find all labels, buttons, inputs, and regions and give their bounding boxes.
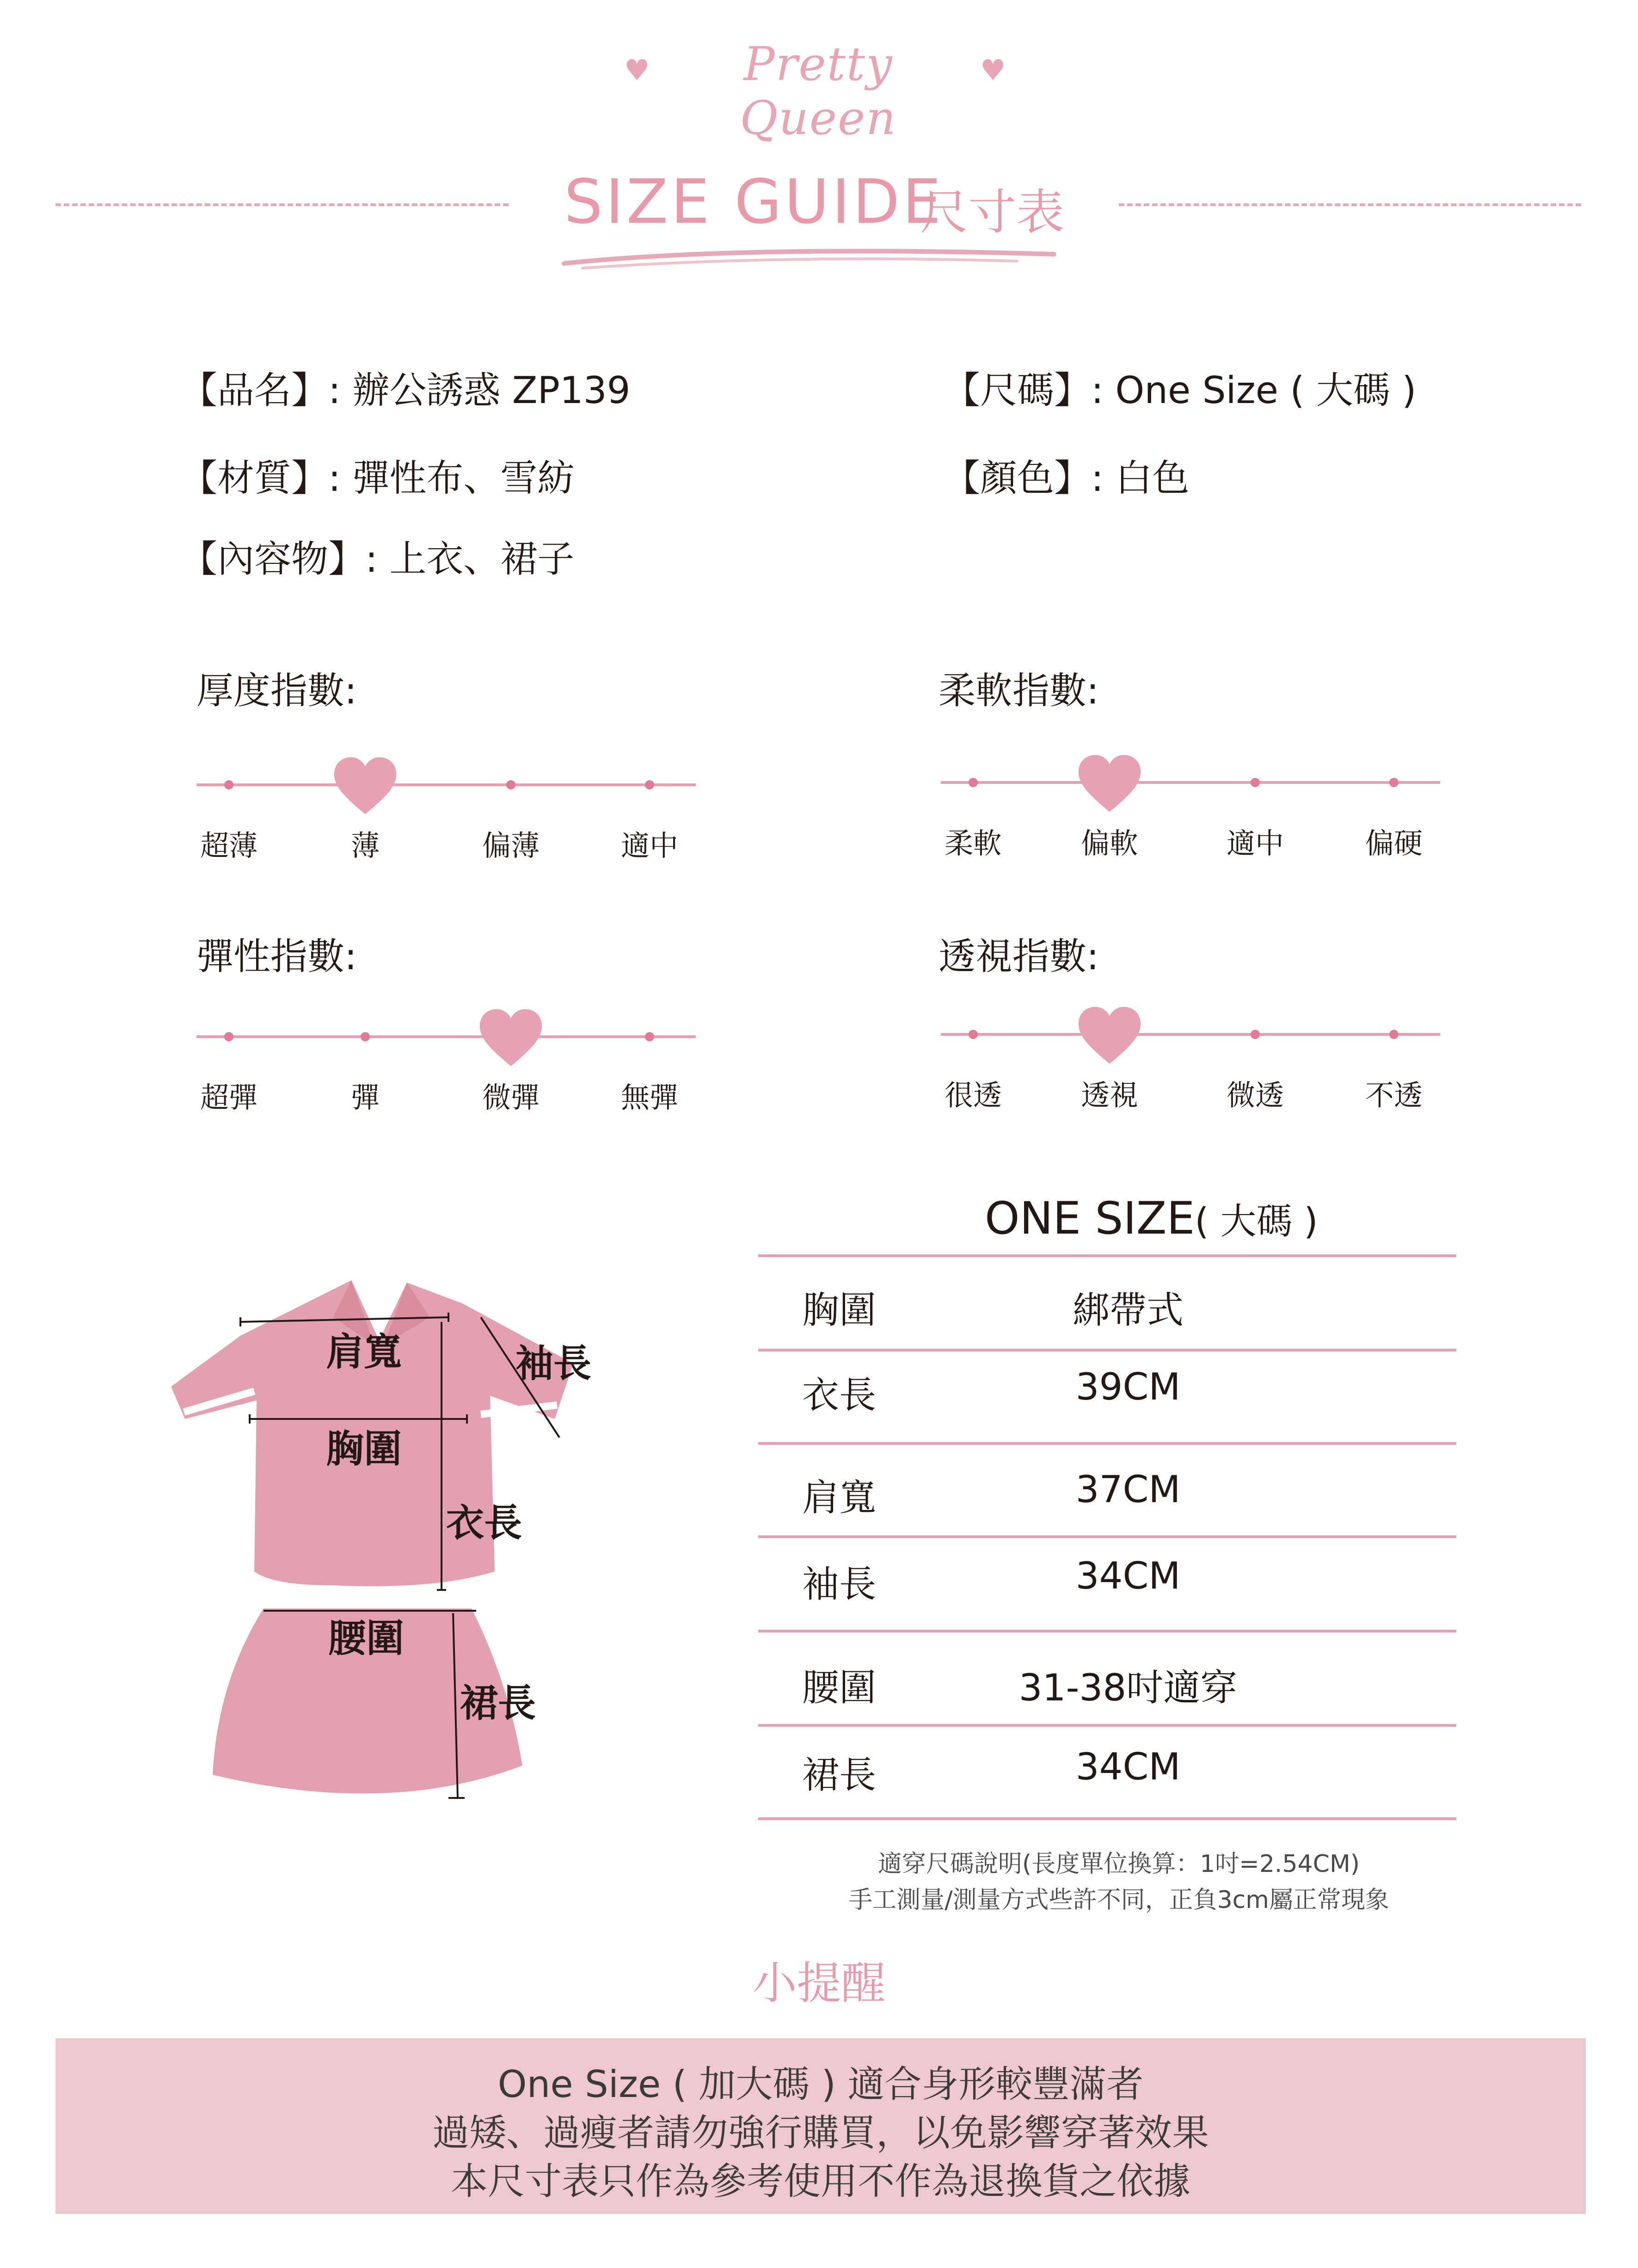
softness-index-title: 柔軟指數:: [939, 669, 1099, 712]
scale-option-label: 微彈: [482, 1081, 540, 1114]
scale-dot: [969, 778, 978, 787]
scale-option-label: 適中: [1226, 826, 1284, 860]
scale-dot: [224, 1032, 233, 1041]
scale-dot: [969, 1030, 978, 1039]
table-row: [758, 1538, 1456, 1631]
info-product-name: 【品名】: 辦公誘惑 ZP139: [180, 369, 631, 412]
scale-option-label: 超彈: [200, 1081, 258, 1114]
row-value: 31-38吋適穿: [1018, 1666, 1238, 1709]
heart-marker-icon: [333, 756, 398, 816]
scale-dot: [506, 780, 515, 789]
table-row: [758, 1632, 1456, 1725]
transparency-index-title: 透視指數:: [939, 935, 1099, 978]
info-contents: 【內容物】: 上衣、裙子: [180, 538, 575, 581]
diagram-label-skirt: 裙長: [460, 1681, 536, 1725]
scale-option-label: 薄: [350, 829, 380, 862]
table-divider: [758, 1817, 1456, 1820]
scale-option-label: 不透: [1365, 1078, 1423, 1112]
row-value: 37CM: [1075, 1468, 1181, 1511]
diagram-label-chest: 胸圍: [326, 1427, 402, 1471]
row-value: 39CM: [1075, 1365, 1181, 1408]
scale-option-label: 柔軟: [944, 826, 1002, 860]
reminder-line: 本尺寸表只作為參考使用不作為退換貨之依據: [451, 2160, 1190, 2203]
scale-option-label: 適中: [620, 829, 678, 862]
heart-marker-icon: [1077, 1005, 1142, 1065]
row-label: 袖長: [802, 1563, 876, 1606]
scale-dot: [645, 780, 654, 789]
scale-option-label: 微透: [1226, 1078, 1284, 1112]
scale-dot: [1389, 778, 1399, 787]
reminder-line: 過矮、過瘦者請勿強行購買，以免影響穿著效果: [432, 2111, 1209, 2154]
scale-dot: [1389, 1030, 1399, 1039]
info-material: 【材質】: 彈性布、雪紡: [180, 457, 575, 500]
heart-marker-icon: [1077, 753, 1142, 813]
diagram-label-length: 衣長: [446, 1501, 522, 1545]
row-label: 胸圍: [802, 1289, 876, 1332]
row-value: 34CM: [1075, 1745, 1181, 1788]
scale-line: [941, 781, 1440, 784]
row-value: 綁帶式: [1073, 1289, 1184, 1332]
size-note-line2: 手工測量/測量方式些許不同，正負3cm屬正常現象: [848, 1886, 1389, 1914]
diagram-label-shoulder: 肩寬: [326, 1330, 402, 1374]
scale-line: [941, 1033, 1440, 1036]
scale-dot: [645, 1032, 654, 1041]
divider: [1119, 203, 1581, 206]
row-label: 衣長: [802, 1374, 876, 1417]
reminder-line: One Size ( 加大碼 ) 適合身形較豐滿者: [497, 2063, 1144, 2106]
scale-dot: [361, 1032, 370, 1041]
scale-dot: [1251, 778, 1260, 787]
scale-option-label: 彈: [350, 1081, 380, 1114]
scale-dot: [1251, 1030, 1260, 1039]
diagram-label-sleeve: 袖長: [515, 1342, 592, 1386]
thickness-index-title: 厚度指數:: [196, 669, 357, 712]
page-title: [0, 148, 1638, 287]
info-color: 【顏色】: 白色: [943, 457, 1190, 500]
heart-icon: ♥: [624, 53, 650, 87]
scale-option-label: 偏薄: [482, 829, 540, 862]
scale-option-label: 透視: [1080, 1078, 1138, 1112]
size-note-line1: 適穿尺碼說明(長度單位換算：1吋=2.54CM): [877, 1850, 1360, 1878]
diagram-label-waist: 腰圍: [328, 1617, 405, 1661]
table-row: [758, 1351, 1456, 1444]
row-label: 裙長: [802, 1754, 876, 1797]
brand-logo: [615, 32, 1026, 145]
size-table-title: [985, 1192, 1318, 1244]
scale-line: [196, 783, 696, 786]
row-value: 34CM: [1075, 1554, 1181, 1597]
heart-icon: ♥: [980, 53, 1006, 87]
table-row: [758, 1727, 1456, 1819]
size-table-title-main: ONE SIZE: [985, 1192, 1195, 1244]
scale-option-label: 無彈: [620, 1081, 678, 1114]
info-size: 【尺碼】: One Size ( 大碼 ): [943, 369, 1417, 412]
elasticity-index-title: 彈性指數:: [196, 935, 357, 978]
reminder-box: [55, 2038, 1586, 2214]
reminder-title: 小提醒: [752, 1957, 886, 2009]
heart-marker-icon: [479, 1008, 543, 1068]
title-zh: 尺寸表: [920, 184, 1065, 240]
brand-name: Pretty Queen: [740, 37, 897, 145]
scale-option-label: 超薄: [200, 829, 258, 862]
row-label: 腰圍: [802, 1666, 876, 1709]
size-table-title-suffix: ( 大碼 ): [1195, 1201, 1318, 1242]
scale-dot: [224, 780, 233, 789]
table-row: [758, 1257, 1456, 1350]
scale-option-label: 偏軟: [1080, 826, 1138, 860]
scale-option-label: 很透: [944, 1078, 1002, 1112]
scale-option-label: 偏硬: [1365, 826, 1423, 860]
brush-underline: [555, 236, 1063, 277]
divider: [55, 203, 509, 206]
table-row: [758, 1445, 1456, 1537]
row-label: 肩寬: [802, 1476, 876, 1519]
title-en: SIZE GUIDE: [564, 166, 944, 238]
scale-line: [196, 1035, 696, 1038]
